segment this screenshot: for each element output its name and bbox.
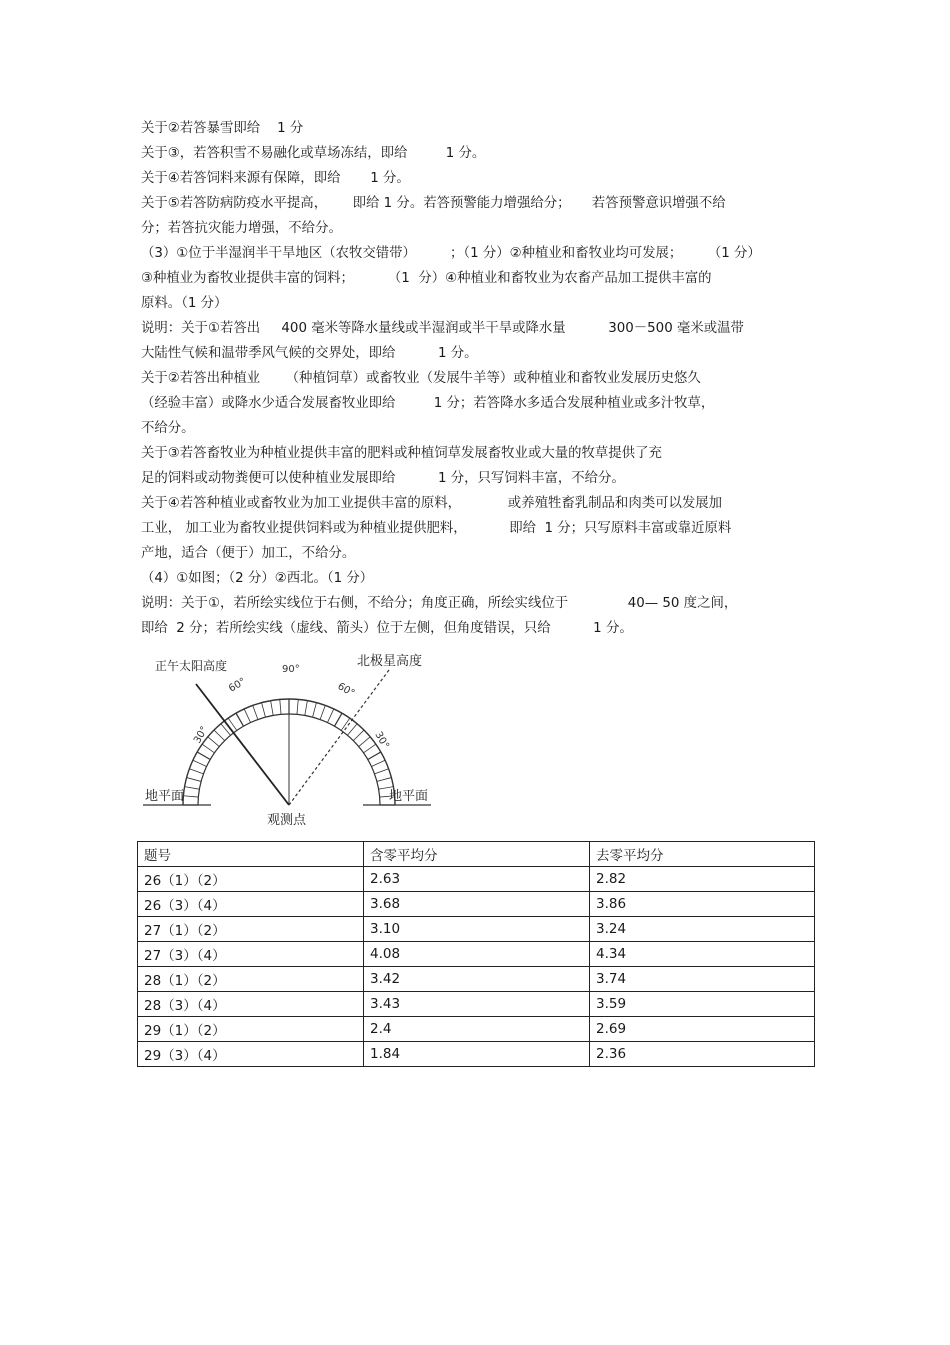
label-horizon-left: 地平面 [145, 789, 185, 804]
table-row [138, 942, 815, 967]
cell-question: 27（1）（2） [138, 917, 364, 942]
degree-tick [347, 724, 357, 735]
degree-tick [313, 703, 317, 717]
cell-avg-with-zero: 2.4 [364, 1017, 590, 1042]
cell-avg-without-zero: 3.86 [590, 892, 815, 917]
degree-tick [208, 737, 219, 747]
cell-question: 26（1）（2） [138, 867, 364, 892]
degree-tick [353, 730, 364, 741]
label-sun-altitude: 正午太阳高度 [155, 659, 228, 673]
cell-avg-with-zero: 3.43 [364, 992, 590, 1017]
cell-avg-with-zero: 1.84 [364, 1042, 590, 1067]
degree-tick [193, 760, 207, 766]
degree-tick [297, 699, 298, 714]
degree-tick [371, 760, 385, 766]
altitude-diagram [141, 648, 441, 838]
degree-tick [202, 744, 214, 753]
table-row [138, 992, 815, 1017]
cell-avg-without-zero: 2.82 [590, 867, 815, 892]
table-row [138, 1017, 815, 1042]
text-line: 工业， 加工业为畜牧业提供饲料或为种植业提供肥料， 即给 1 分；只写原料丰富或靠近原料 [141, 521, 732, 536]
table-header-row [138, 842, 815, 867]
degree-tick [236, 713, 244, 726]
cell-question: 29（1）（2） [138, 1017, 364, 1042]
degree-tick [271, 701, 274, 716]
text-line: 关于⑤若答防病防疫水平提高， 即给 1 分。若答预警能力增强给分； 若答预警意识增强不给 [141, 196, 726, 211]
text-line: 原料。（1 分） [141, 296, 228, 311]
text-line: 说明：关于①若答出 400 毫米等降水量线或半湿润或半干旱或降水量 300－500 毫米或温带 [141, 321, 744, 336]
label-30-deg-right: 30° [372, 730, 391, 751]
text-line: 足的饲料或动物粪便可以使种植业发展即给 1 分，只写饲料丰富，不给分。 [141, 471, 625, 486]
degree-tick [214, 730, 225, 741]
altitude-diagram-svg [141, 648, 441, 838]
label-horizon-right: 地平面 [389, 789, 429, 804]
header-avg-with-zero: 含零平均分 [364, 842, 590, 867]
label-60-deg-right: 60° [335, 681, 357, 700]
header-avg-without-zero: 去零平均分 [590, 842, 815, 867]
label-observer: 观测点 [267, 813, 307, 828]
score-table [137, 841, 815, 1067]
degree-tick [375, 769, 389, 774]
cell-avg-without-zero: 3.74 [590, 967, 815, 992]
table-row [138, 917, 815, 942]
cell-avg-with-zero: 3.42 [364, 967, 590, 992]
text-line: 关于④若答饲料来源有保障，即给 1 分。 [141, 171, 410, 186]
label-30-deg-left: 30° [192, 724, 211, 746]
header-question: 题号 [138, 842, 364, 867]
cell-avg-with-zero: 3.68 [364, 892, 590, 917]
text-line: 关于②若答暴雪即给 1 分 [141, 121, 304, 136]
label-polaris-altitude: 北极星高度 [357, 654, 423, 669]
cell-avg-with-zero: 4.08 [364, 942, 590, 967]
cell-avg-without-zero: 2.36 [590, 1042, 815, 1067]
label-60-deg-left: 60° [227, 676, 248, 695]
table-row [138, 892, 815, 917]
table-row [138, 967, 815, 992]
cell-avg-without-zero: 3.24 [590, 917, 815, 942]
cell-question: 28（1）（2） [138, 967, 364, 992]
degree-tick [335, 713, 343, 726]
text-line: （经验丰富）或降水少适合发展畜牧业即给 1 分；若答降水多适合发展种植业或多汁牧草， [141, 396, 715, 411]
text-line: 即给 2 分；若所绘实线（虚线、箭头）位于左侧，但角度错误，只给 1 分。 [141, 621, 633, 636]
degree-tick [377, 778, 391, 782]
label-90-deg: 90° [282, 664, 300, 675]
table-row [138, 867, 815, 892]
cell-avg-without-zero: 4.34 [590, 942, 815, 967]
degree-tick [183, 796, 198, 797]
degree-tick [359, 737, 370, 747]
text-line: 关于④若答种植业或畜牧业为加工业提供丰富的原料， 或养殖牲畜乳制品和肉类可以发展加 [141, 496, 723, 511]
text-line: （3）①位于半湿润半干旱地区（农牧交错带） ；（1 分）②种植业和畜牧业均可发展； （1 分） [141, 246, 761, 261]
text-line: （4）①如图；（2 分）②西北。（1 分） [141, 571, 374, 586]
degree-tick [280, 699, 281, 714]
degree-tick [368, 752, 381, 760]
sun-altitude-line [196, 684, 289, 805]
degree-tick [197, 752, 210, 760]
degree-tick [253, 705, 258, 719]
degree-tick [305, 701, 308, 716]
text-line: 大陆性气候和温带季风气候的交界处，即给 1 分。 [141, 346, 478, 361]
degree-tick [185, 787, 200, 790]
text-line: 不给分。 [141, 421, 195, 436]
degree-tick [262, 703, 266, 717]
text-line: 关于②若答出种植业 （种植饲草）或畜牧业（发展牛羊等）或种植业和畜牧业发展历史悠久 [141, 371, 701, 386]
degree-tick [221, 724, 231, 735]
cell-question: 26（3）（4） [138, 892, 364, 917]
degree-tick [244, 709, 250, 723]
text-line: 关于③，若答积雪不易融化或草场冻结，即给 1 分。 [141, 146, 486, 161]
table-row [138, 1042, 815, 1067]
text-line: 说明：关于①，若所绘实线位于右侧，不给分；角度正确，所绘实线位于 40— 50 度之间， [141, 596, 738, 611]
degree-tick [189, 769, 203, 774]
cell-avg-with-zero: 2.63 [364, 867, 590, 892]
degree-tick [364, 744, 376, 753]
text-line: 关于③若答畜牧业为种植业提供丰富的肥料或种植饲草发展畜牧业或大量的牧草提供了充 [141, 446, 662, 461]
degree-tick [187, 778, 201, 782]
text-line: 产地，适合（便于）加工，不给分。 [141, 546, 356, 561]
cell-question: 28（3）（4） [138, 992, 364, 1017]
answer-notes [141, 116, 821, 641]
degree-tick [320, 705, 325, 719]
text-line: ③种植业为畜牧业提供丰富的饲料； （1 分）④种植业和畜牧业为农畜产品加工提供丰富的 [141, 271, 712, 286]
cell-avg-without-zero: 2.69 [590, 1017, 815, 1042]
cell-avg-without-zero: 3.59 [590, 992, 815, 1017]
cell-avg-with-zero: 3.10 [364, 917, 590, 942]
cell-question: 27（3）（4） [138, 942, 364, 967]
cell-question: 29（3）（4） [138, 1042, 364, 1067]
text-line: 分；若答抗灾能力增强，不给分。 [141, 221, 342, 236]
degree-tick [327, 709, 333, 723]
